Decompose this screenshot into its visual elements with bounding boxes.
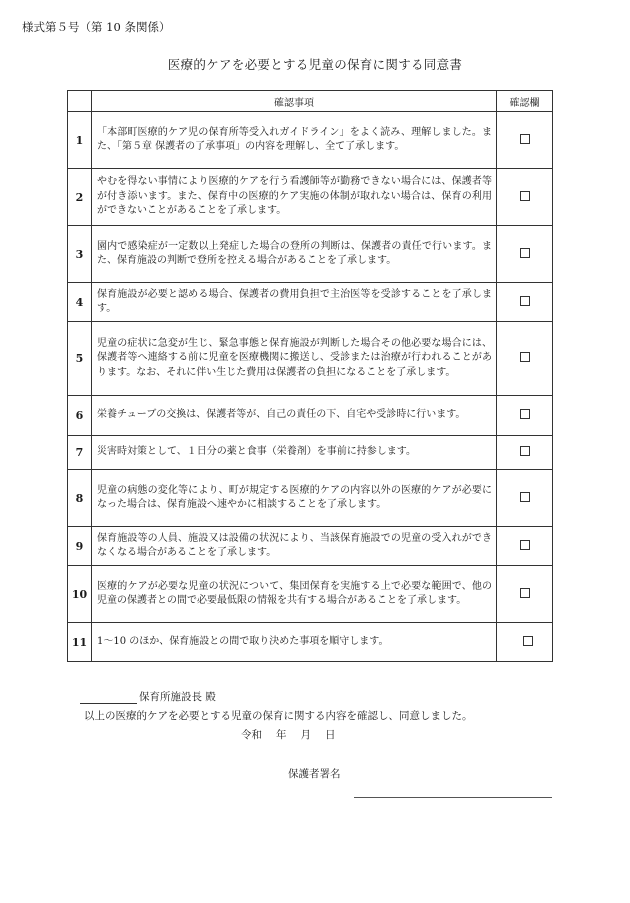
row-text: 災害時対策として、１日分の薬と食事（栄養剤）を事前に持参します。 bbox=[92, 436, 497, 470]
row-number: 1 bbox=[68, 112, 92, 169]
number-column-header bbox=[68, 91, 92, 112]
row-text: 保育施設が必要と認める場合、保護者の費用負担で主治医等を受診することを了承します。 bbox=[92, 283, 497, 322]
item-column-header: 確認事項 bbox=[92, 91, 497, 112]
row-text: 児童の症状に急変が生じ、緊急事態と保育施設が判断した場合その他必要な場合には、保護者等へ連絡する前に児童を医療機関に搬送し、受診または治療が行われることがあります。なお、それに伴い生じた費用は保護者の負担になることを了承します。 bbox=[92, 322, 497, 396]
date-line bbox=[241, 727, 336, 742]
form-number: 様式第５号（第 10 条関係） bbox=[22, 20, 171, 34]
document-title: 医療的ケアを必要とする児童の保育に関する同意書 bbox=[167, 57, 463, 72]
confirm-checkbox[interactable] bbox=[520, 409, 530, 419]
confirm-checkbox[interactable] bbox=[520, 540, 530, 550]
row-number: 8 bbox=[68, 470, 92, 527]
row-text: 栄養チューブの交換は、保護者等が、自己の責任の下、自宅や受診時に行います。 bbox=[92, 396, 497, 436]
signature-line[interactable] bbox=[354, 797, 552, 798]
row-number: 4 bbox=[68, 283, 92, 322]
row-number: 2 bbox=[68, 169, 92, 226]
row-check-cell bbox=[497, 566, 553, 623]
row-number: 11 bbox=[68, 623, 92, 662]
check-column-header: 確認欄 bbox=[497, 91, 553, 112]
consent-items-table bbox=[67, 90, 553, 662]
row-check-cell bbox=[497, 396, 553, 436]
signature-label: 保護者署名 bbox=[288, 768, 341, 780]
row-text: 医療的ケアが必要な児童の状況について、集団保育を実施する上で必要な範囲で、他の児童の保護者との間で必要最低限の情報を共有する場合があることを了承します。 bbox=[92, 566, 497, 623]
table-row bbox=[68, 322, 553, 396]
consent-statement: 以上の医療的ケアを必要とする児童の保育に関する内容を確認し、同意しました。 bbox=[84, 710, 473, 722]
row-text: 「本部町医療的ケア児の保育所等受入れガイドライン」をよく読み、理解しました。また、「第５章 保護者の了承事項」の内容を理解し、全て了承します。 bbox=[92, 112, 497, 169]
table-header-row bbox=[68, 91, 553, 112]
addressee-line bbox=[80, 689, 216, 704]
table-row bbox=[68, 112, 553, 169]
row-check-cell bbox=[497, 169, 553, 226]
row-number: 10 bbox=[68, 566, 92, 623]
row-check-cell bbox=[497, 527, 553, 566]
facility-name-blank[interactable] bbox=[80, 692, 137, 704]
row-check-cell bbox=[497, 322, 553, 396]
row-text: 1～10 のほか、保育施設との間で取り決めた事項を順守します。 bbox=[92, 623, 497, 662]
confirm-checkbox[interactable] bbox=[520, 588, 530, 598]
confirm-checkbox[interactable] bbox=[520, 492, 530, 502]
row-check-cell bbox=[497, 470, 553, 527]
confirm-checkbox[interactable] bbox=[520, 134, 530, 144]
confirm-checkbox[interactable] bbox=[520, 296, 530, 306]
row-text: 保育施設等の人員、施設又は設備の状況により、当該保育施設での児童の受入れができなくなる場合があることを了承します。 bbox=[92, 527, 497, 566]
date-month-label: 月 bbox=[300, 729, 311, 741]
row-text: 園内で感染症が一定数以上発症した場合の登所の判断は、保護者の責任で行います。また、保育施設の判断で登所を控える場合があることを了承します。 bbox=[92, 226, 497, 283]
table-row bbox=[68, 396, 553, 436]
row-check-cell bbox=[497, 283, 553, 322]
confirm-checkbox[interactable] bbox=[523, 636, 533, 646]
row-text: 児童の病態の変化等により、町が規定する医療的ケアの内容以外の医療的ケアが必要になった場合は、保育施設へ速やかに相談することを了承します。 bbox=[92, 470, 497, 527]
table-row bbox=[68, 470, 553, 527]
row-number: 5 bbox=[68, 322, 92, 396]
table-row bbox=[68, 169, 553, 226]
row-check-cell bbox=[497, 623, 553, 662]
row-check-cell bbox=[497, 226, 553, 283]
row-check-cell bbox=[497, 436, 553, 470]
row-number: 3 bbox=[68, 226, 92, 283]
confirm-checkbox[interactable] bbox=[520, 248, 530, 258]
table-row bbox=[68, 436, 553, 470]
date-era: 令和 bbox=[241, 729, 262, 741]
table-row bbox=[68, 226, 553, 283]
row-number: 7 bbox=[68, 436, 92, 470]
addressee-text: 保育所施設長 殿 bbox=[139, 691, 216, 703]
row-text: やむを得ない事情により医療的ケアを行う看護師等が勤務できない場合には、保護者等が付き添います。また、保育中の医療的ケア実施の体制が取れない場合は、保育の利用ができないことがあることを了承します。 bbox=[92, 169, 497, 226]
table-row bbox=[68, 283, 553, 322]
row-number: 9 bbox=[68, 527, 92, 566]
table-row bbox=[68, 527, 553, 566]
confirm-checkbox[interactable] bbox=[520, 446, 530, 456]
confirm-checkbox[interactable] bbox=[520, 191, 530, 201]
date-day-label: 日 bbox=[325, 729, 336, 741]
row-number: 6 bbox=[68, 396, 92, 436]
confirm-checkbox[interactable] bbox=[520, 352, 530, 362]
row-check-cell bbox=[497, 112, 553, 169]
table-row bbox=[68, 566, 553, 623]
date-year-label: 年 bbox=[276, 729, 287, 741]
table-row bbox=[68, 623, 553, 662]
